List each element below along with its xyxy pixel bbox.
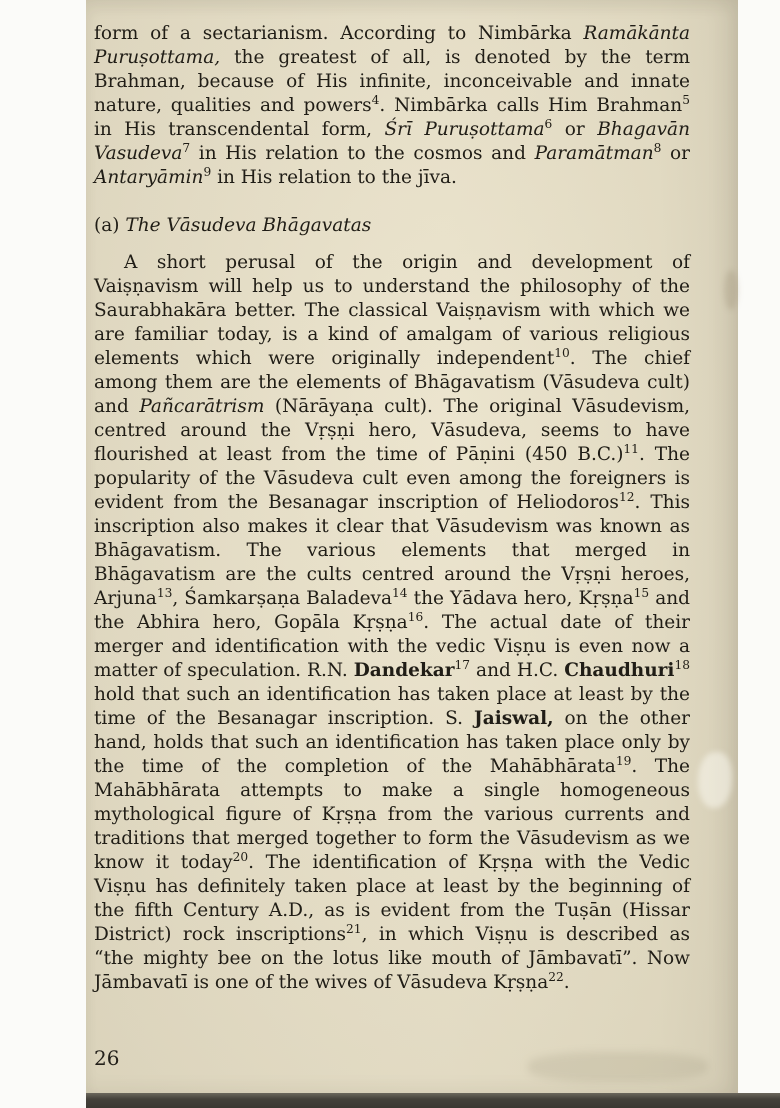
- section-heading: (a) The Vāsudeva Bhāgavatas: [94, 215, 372, 236]
- book-page: [86, 0, 738, 1094]
- scan-left-margin: [0, 0, 86, 1108]
- paper-smudge: [528, 1052, 708, 1082]
- text-block: [86, 0, 738, 995]
- page-number: 26: [94, 1046, 120, 1070]
- scan-bottom-edge: [86, 1093, 780, 1108]
- paragraph-2: A short perusal of the origin and development of Vaiṣṇavism will help us to understand the philosophy of the Saurabhakāra better. The classical Vaiṣṇavism with which we are familiar today, is a kind of amalgam of various religious elements which were originally independent$^{10}$. The chief among them are the elements of Bhāgavatism (Vāsudeva cult) and Pañcarātrism (Nārāyaṇa cult). The original Vāsudevism, centred around the Vṛṣṇi hero, Vāsudeva, seems to have flourished at least from the time of Pāṇini (450 B.C.)$^{11}$. The popularity of the Vāsudeva cult even among the foreigners is evident from the Besanagar inscription of Heliodoros$^{12}$. This inscription also makes it clear that Vāsudevism was known as Bhāgavatism. The various elements that merged in Bhāgavatism are the cults centred around the Vṛṣṇi heroes, Arjuna$^{13}$, Śamkarṣaṇa Baladeva$^{14}$ the Yādava hero, Kṛṣṇa$^{15}$ and the Abhira hero, Gopāla Kṛṣṇa$^{16}$. The actual date of their merger and identification with the vedic Viṣṇu is even now a matter of speculation. R.N. Dandekar$^{17}$ and H.C. Chaudhuri$^{18}$ hold that such an identification has taken place at least by the time of the Besanagar inscription. S. Jaiswal, on the other hand, holds that such an identification has taken place only by the time of the completion of the Mahābhārata$^{19}$. The Mahābhārata attempts to make a single homogeneous mythological figure of Kṛṣṇa from the various currents and traditions that merged together to form the Vāsudevism as we know it today$^{20}$. The identification of Kṛṣṇa with the Vedic Viṣṇu has definitely taken place at least by the beginning of the fifth Century A.D., as is evident from the Tuṣān (Hissar District) rock inscriptions$^{21}$, in which Viṣṇu is described as “the mighty bee on the lotus like mouth of Jāmbavatī”. Now Jāmbavatī is one of the wives of Vāsudeva Kṛṣṇa$^{22}$.: [94, 252, 691, 993]
- paragraph-1: form of a sectarianism. According to Nimbārka Ramākānta Puruṣottama, the greatest of all, is denoted by the term Brahman, because of His infinite, inconceivable and innate nature, qualities and powers$^4$. Nimbārka calls Him Brahman$^5$ in His transcendental form, Śrī Puruṣottama$^6$ or Bhagavān Vasudeva$^7$ in His relation to the cosmos and Paramātman$^8$ or Antaryāmin$^9$ in His relation to the jīva.: [94, 23, 690, 188]
